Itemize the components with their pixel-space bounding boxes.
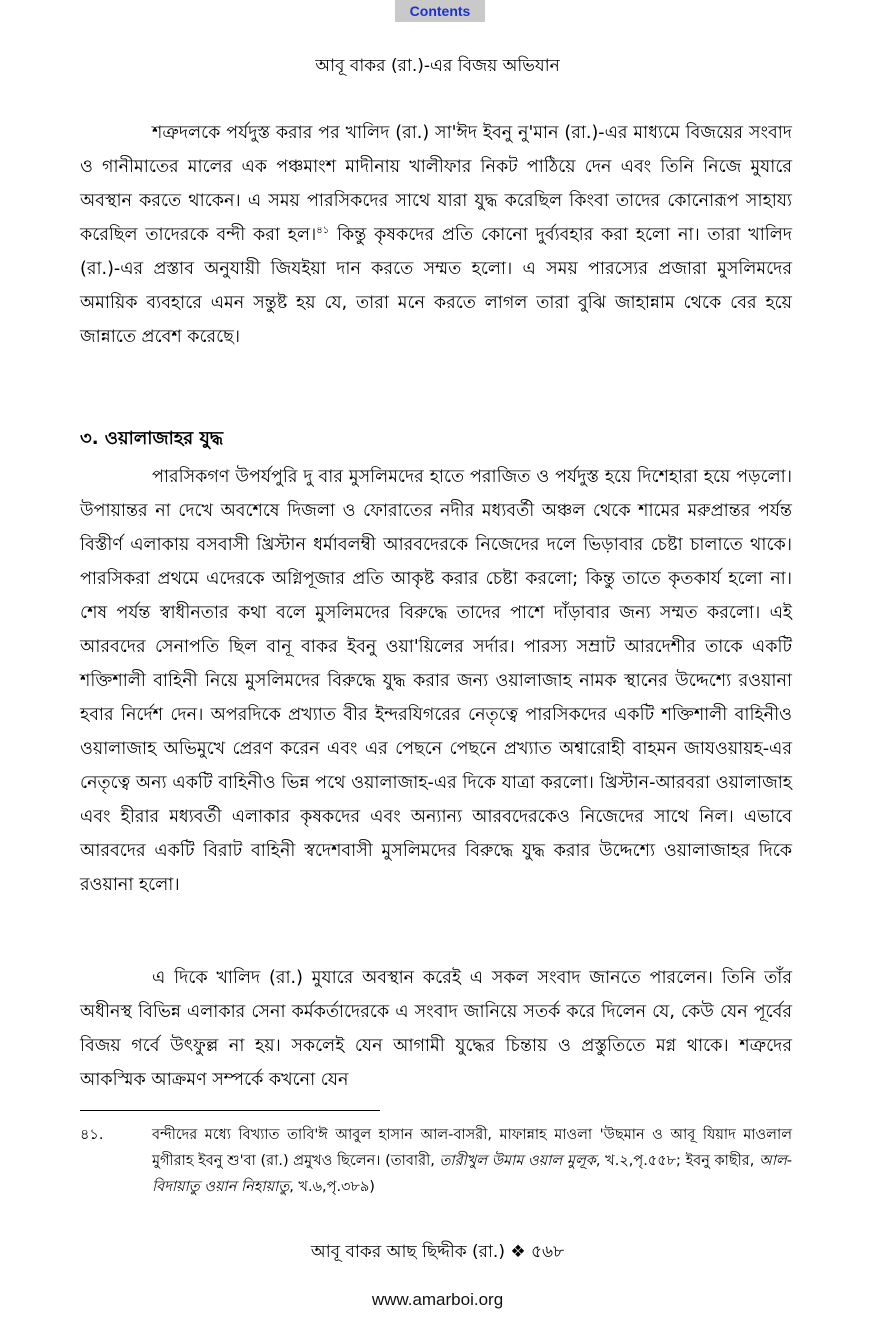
page-footer: আবূ বাকর আছ ছিদ্দীক (রা.) ❖ ৫৬৮	[310, 1242, 565, 1262]
contents-button[interactable]: Contents	[395, 0, 485, 22]
footnote-text	[152, 1122, 792, 1200]
site-url-link[interactable]: www.amarboi.org	[371, 1290, 504, 1309]
footnote	[80, 1122, 792, 1200]
paragraph-1-text-a: শত্রুদলকে পর্যদুস্ত করার পর খালিদ (রা.) সা'ঈদ ইবনু নু'মান (রা.)-এর মাধ্যমে বিজয়ের সংবাদ ও গানীমাতের মালের এক পঞ্চমাংশ মাদীনায় খালীফার নিকট পাঠিয়ে দেন এবং তিনি নিজে মুযারে অবস্থান করতে থাকেন। এ সময় পারসিকদের সাথে যারা যুদ্ধ করেছিল কিংবা তাদের কোনোরূপ সাহায্য করেছিল তাদেরকে বন্দী করা হল।	[80, 123, 792, 245]
paragraph-3: এ দিকে খালিদ (রা.) মুযারে অবস্থান করেই এ সকল সংবাদ জানতে পারলেন। তিনি তাঁর অধীনস্থ বিভিন্ন এলাকার সেনা কর্মকর্তাদেরকে এ সংবাদ জানিয়ে সতর্ক করে দিলেন যে, কেউ যেন পূর্বের বিজয় গর্বে উৎফুল্ল না হয়। সকলেই যেন আগামী যুদ্ধের চিন্তায় ও প্রস্তুতিতে মগ্ন থাকে। শত্রুদের আকস্মিক আক্রমণ সম্পর্কে কখনো যেন	[80, 968, 792, 1090]
footnote-text-c: , খ.৬,পৃ.৩৮৯)	[289, 1179, 375, 1195]
paragraph-2: পারসিকগণ উপর্যপুরি দু বার মুসলিমদের হাতে পরাজিত ও পর্যদুস্ত হয়ে দিশেহারা হয়ে পড়লো। উপায়ান্তর না দেখে অবশেষে দিজলা ও ফোরাতের নদীর মধ্যবর্তী অঞ্চল থেকে শামের মরুপ্রান্তর পর্যন্ত বিস্তীর্ণ এলাকায় বসবাসী খ্রিস্টান ধর্মাবলম্বী আরবদেরকে নিজেদের দলে ভিড়াবার চেষ্টা চালাতে থাকে। পারসিকরা প্রথমে এদেরকে অগ্নিপূজার প্রতি আকৃষ্ট করার চেষ্টা করলো; কিন্তু তাতে কৃতকার্য হলো না। শেষ পর্যন্ত স্বাধীনতার কথা বলে মুসলিমদের বিরুদ্ধে তাদের পাশে দাঁড়াবার জন্য সম্মত করলো। এই আরবদের সেনাপতি ছিল বানূ বাকর ইবনু ওয়া'য়িলের সর্দার। পারস্য সম্রাট আরদেশীর তাকে একটি শক্তিশালী বাহিনী নিয়ে মুসলিমদের বিরুদ্ধে যুদ্ধ করার জন্য ওয়ালাজাহ নামক স্থানের উদ্দেশ্যে রওয়ানা হবার নির্দেশ দেন। অপরদিকে প্রখ্যাত বীর ইন্দরযিগরের নেতৃত্বে পারসিকদের একটি শক্তিশালী বাহিনীও ওয়ালাজাহ অভিমুখে প্রেরণ করেন এবং এর পেছনে পেছনে প্রখ্যাত অশ্বারোহী বাহমন জাযওয়ায়হ-এর নেতৃত্বে অন্য একটি বাহিনীও ভিন্ন পথে ওয়ালাজাহ-এর দিকে যাত্রা করলো। খ্রিস্টান-আরবরা ওয়ালাজাহ এবং হীরার মধ্যবর্তী এলাকার কৃষকদের এবং অন্যান্য আরবদেরকেও নিজেদের সাথে নিল। এভাবে আরবদের একটি বিরাট বাহিনী স্বদেশবাসী মুসলিমদের বিরুদ্ধে যুদ্ধ করার উদ্দেশ্যে ওয়ালাজাহর দিকে রওয়ানা হলো।	[80, 467, 792, 895]
footnote-text-a: বন্দীদের মধ্যে বিখ্যাত তাবি'ঈ আবুল হাসান আল-বাসরী, মাফান্নাহ মাওলা 'উছমান ও আবূ যিয়াদ মাওলাল মুগীরাহ ইবনু শু'বা (রা.) প্রমুখও ছিলেন। (তাবারী,	[152, 1127, 792, 1169]
footnote-divider	[80, 1110, 380, 1111]
section-heading: ৩. ওয়ালাজাহর যুদ্ধ	[80, 428, 224, 449]
running-head: আবূ বাকর (রা.)-এর বিজয় অভিযান	[315, 56, 560, 76]
footnote-reference[interactable]: ৪১	[316, 225, 330, 237]
footnote-source-title-1: তারীখুল উমাম ওয়াল মুলূক	[439, 1153, 596, 1169]
footnote-number: ৪১.	[80, 1127, 104, 1143]
paragraph-1	[80, 116, 792, 354]
footnote-text-b: , খ.২,পৃ.৫৫৮; ইবনু কাছীর,	[595, 1153, 760, 1169]
paragraph-1-text-b: কিন্তু কৃষকদের প্রতি কোনো দুর্ব্যবহার করা হলো না। তারা খালিদ (রা.)-এর প্রস্তাব অনুযায়ী জিযইয়া দান করতে সম্মত হলো। এ সময় পারস্যের প্রজারা মুসলিমদের অমায়িক ব্যবহারে এমন সন্তুষ্ট হয় যে, তারা মনে করতে লাগল তারা বুঝি জাহান্নাম থেকে বের হয়ে জান্নাতে প্রবেশ করেছে।	[80, 225, 793, 347]
footnote-source-title-2: আল-বিদায়াতু ওয়ান নিহায়াতু	[152, 1153, 793, 1195]
